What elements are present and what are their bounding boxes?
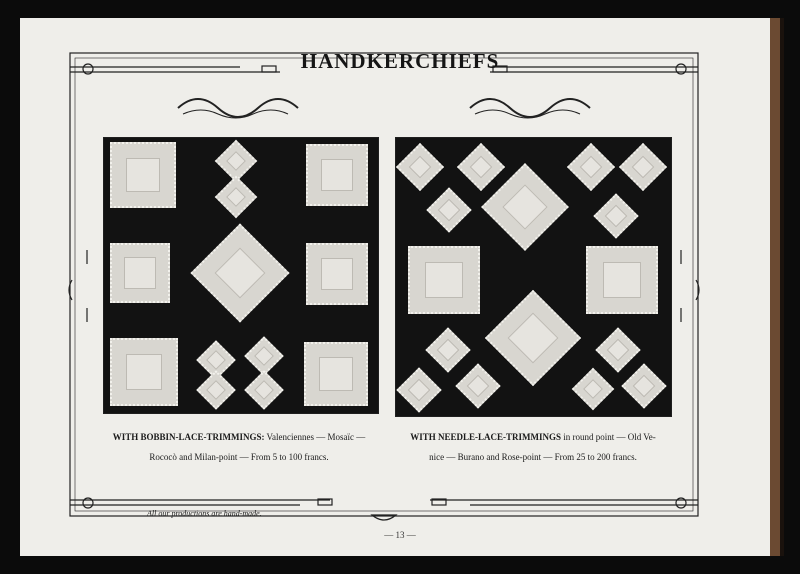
right-scroll-ornament xyxy=(470,99,590,117)
handkerchief xyxy=(619,143,667,191)
handkerchief xyxy=(244,370,284,410)
caption-needle-line-1-rest: in round point — Old Ve- xyxy=(560,432,656,442)
handkerchief xyxy=(306,243,368,305)
handkerchief xyxy=(425,327,470,372)
handkerchief xyxy=(593,193,638,238)
handkerchief xyxy=(196,370,236,410)
handkerchief xyxy=(455,363,500,408)
handkerchief xyxy=(191,224,290,323)
handkerchief xyxy=(485,290,581,386)
caption-needle-lace xyxy=(398,427,668,467)
footer-note: All our productions are hand-made. xyxy=(147,509,262,518)
handkerchief xyxy=(595,327,640,372)
handkerchief xyxy=(110,338,178,406)
caption-needle-heading: WITH NEEDLE-LACE-TRIMMINGS xyxy=(410,432,561,442)
caption-bobbin-heading: WITH BOBBIN-LACE-TRIMMINGS: xyxy=(112,432,265,442)
handkerchief xyxy=(621,363,666,408)
photo-needle-lace-handkerchiefs xyxy=(395,137,672,417)
caption-bobbin-line-2: Rococò and Milan-point — From 5 to 100 francs. xyxy=(149,452,329,462)
handkerchief xyxy=(426,187,471,232)
page-number: — 13 — xyxy=(384,530,416,540)
page-title: HANDKERCHIEFS xyxy=(300,49,500,73)
caption-bobbin-line-1-rest: Valenciennes — Mosaïc — xyxy=(264,432,366,442)
handkerchief xyxy=(396,143,444,191)
handkerchief xyxy=(457,143,505,191)
handkerchief xyxy=(586,246,658,314)
handkerchief xyxy=(306,144,368,206)
handkerchief xyxy=(572,368,614,410)
handkerchief xyxy=(408,246,480,314)
left-scroll-ornament xyxy=(178,99,298,117)
handkerchief xyxy=(215,176,257,218)
handkerchief xyxy=(110,142,176,208)
photo-bobbin-lace-handkerchiefs xyxy=(103,137,379,414)
caption-needle-line-2: nice — Burano and Rose-point — From 25 to 200 francs. xyxy=(429,452,637,462)
handkerchief xyxy=(396,367,441,412)
handkerchief xyxy=(567,143,615,191)
caption-bobbin-lace xyxy=(108,427,370,467)
caption-needle-line-1 xyxy=(398,427,668,447)
handkerchief xyxy=(110,243,170,303)
caption-bobbin-line-1 xyxy=(108,427,370,447)
handkerchief xyxy=(304,342,368,406)
